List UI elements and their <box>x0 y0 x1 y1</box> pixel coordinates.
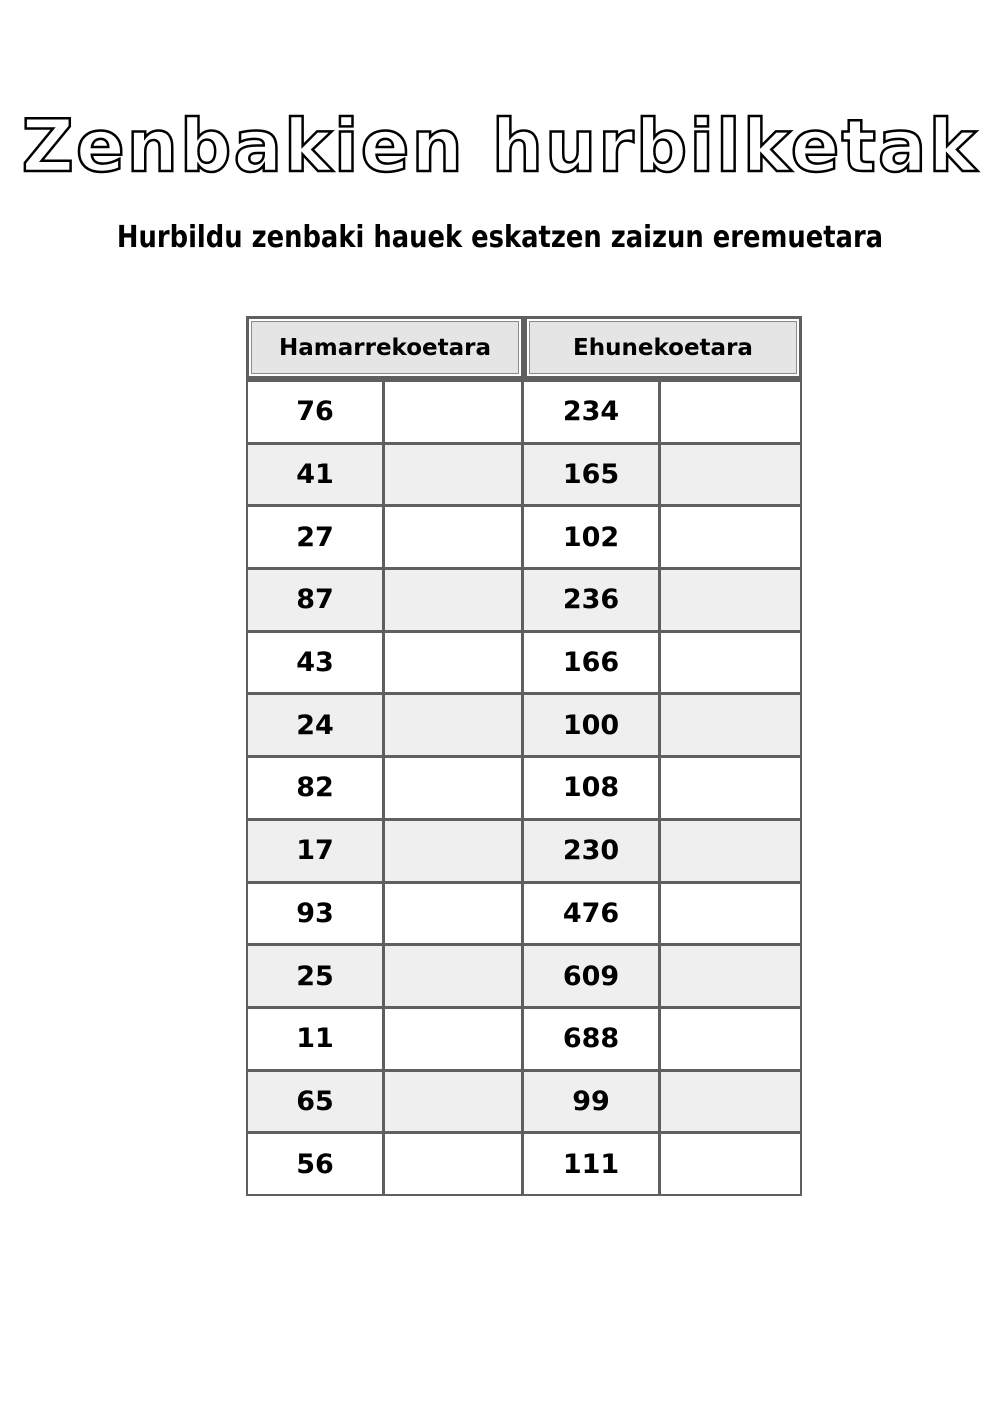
table-row <box>248 504 800 567</box>
hundreds-answer-field[interactable] <box>661 695 800 755</box>
hundreds-answer-field[interactable] <box>661 884 800 944</box>
hundreds-number: 234 <box>524 382 661 442</box>
hundreds-answer-field[interactable] <box>661 758 800 818</box>
tens-answer-field[interactable] <box>385 946 524 1006</box>
table-row <box>248 1069 800 1132</box>
tens-number: 11 <box>248 1009 385 1069</box>
hundreds-answer-field[interactable] <box>661 570 800 630</box>
table-row <box>248 1131 800 1194</box>
tens-answer-field[interactable] <box>385 1072 524 1132</box>
tens-answer-field[interactable] <box>385 382 524 442</box>
table-row <box>248 943 800 1006</box>
tens-number: 56 <box>248 1134 385 1194</box>
tens-answer-field[interactable] <box>385 884 524 944</box>
tens-number: 41 <box>248 445 385 505</box>
tens-number: 27 <box>248 507 385 567</box>
hundreds-answer-field[interactable] <box>661 821 800 881</box>
worksheet-title: Zenbakien hurbilketak <box>21 104 979 188</box>
hundreds-answer-field[interactable] <box>661 382 800 442</box>
tens-number: 93 <box>248 884 385 944</box>
tens-answer-field[interactable] <box>385 1134 524 1194</box>
tens-answer-field[interactable] <box>385 1009 524 1069</box>
hundreds-number: 108 <box>524 758 661 818</box>
table-body <box>246 379 802 1196</box>
table-row <box>248 881 800 944</box>
tens-answer-field[interactable] <box>385 633 524 693</box>
header-tens: Hamarrekoetara <box>246 316 524 379</box>
table-header-row <box>246 316 802 379</box>
table-row <box>248 1006 800 1069</box>
table-row <box>248 442 800 505</box>
table-row <box>248 379 800 442</box>
tens-number: 25 <box>248 946 385 1006</box>
hundreds-number: 236 <box>524 570 661 630</box>
tens-answer-field[interactable] <box>385 570 524 630</box>
table-row <box>248 567 800 630</box>
hundreds-answer-field[interactable] <box>661 507 800 567</box>
tens-answer-field[interactable] <box>385 695 524 755</box>
header-hundreds: Ehunekoetara <box>524 316 802 379</box>
tens-number: 76 <box>248 382 385 442</box>
tens-number: 24 <box>248 695 385 755</box>
hundreds-number: 230 <box>524 821 661 881</box>
tens-answer-field[interactable] <box>385 758 524 818</box>
hundreds-answer-field[interactable] <box>661 633 800 693</box>
hundreds-number: 609 <box>524 946 661 1006</box>
tens-answer-field[interactable] <box>385 445 524 505</box>
worksheet-instruction: Hurbildu zenbaki hauek eskatzen zaizun eremuetara <box>116 220 884 255</box>
hundreds-number: 688 <box>524 1009 661 1069</box>
hundreds-number: 166 <box>524 633 661 693</box>
tens-number: 82 <box>248 758 385 818</box>
hundreds-number: 165 <box>524 445 661 505</box>
tens-number: 65 <box>248 1072 385 1132</box>
hundreds-number: 476 <box>524 884 661 944</box>
hundreds-answer-field[interactable] <box>661 946 800 1006</box>
hundreds-number: 111 <box>524 1134 661 1194</box>
table-row <box>248 818 800 881</box>
hundreds-answer-field[interactable] <box>661 1134 800 1194</box>
hundreds-number: 100 <box>524 695 661 755</box>
table-row <box>248 630 800 693</box>
hundreds-number: 99 <box>524 1072 661 1132</box>
tens-number: 43 <box>248 633 385 693</box>
tens-number: 17 <box>248 821 385 881</box>
tens-answer-field[interactable] <box>385 821 524 881</box>
hundreds-answer-field[interactable] <box>661 1072 800 1132</box>
hundreds-answer-field[interactable] <box>661 445 800 505</box>
hundreds-answer-field[interactable] <box>661 1009 800 1069</box>
tens-answer-field[interactable] <box>385 507 524 567</box>
table-row <box>248 755 800 818</box>
table-row <box>248 692 800 755</box>
tens-number: 87 <box>248 570 385 630</box>
rounding-table <box>246 316 802 1196</box>
hundreds-number: 102 <box>524 507 661 567</box>
